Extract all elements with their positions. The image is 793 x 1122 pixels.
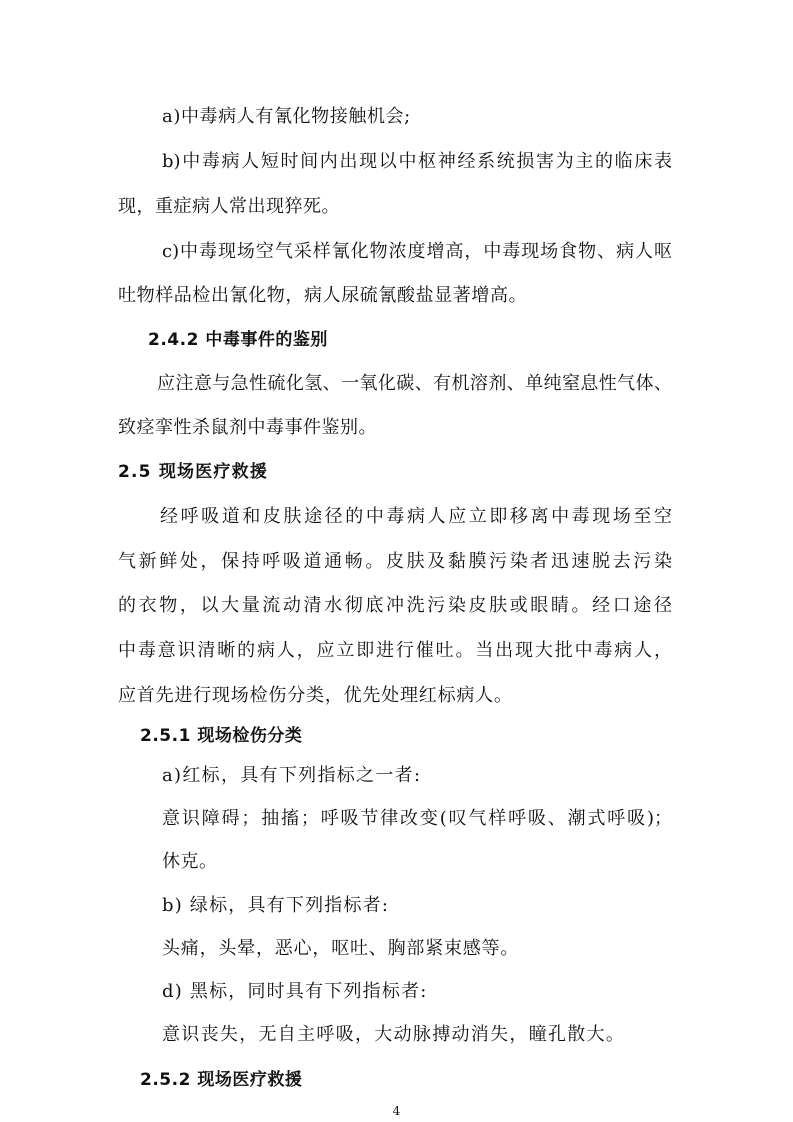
triage-red-label: a)红标，具有下列指标之一者: (162, 765, 422, 786)
criteria-item-b-line-2: 现，重症病人常出现猝死。 (118, 196, 340, 217)
triage-black-criteria: 意识丧失，无自主呼吸，大动脉搏动消失，瞳孔散大。 (162, 1024, 626, 1045)
differential-line-2: 致痉挛性杀鼠剂中毒事件鉴别。 (118, 417, 377, 438)
rescue-paragraph-line-2: 气新鲜处，保持呼吸道通畅。皮肤及黏膜污染者迅速脱去污染 (118, 551, 672, 572)
triage-green-criteria: 头痛，头晕，恶心，呕吐、胸部紧束感等。 (162, 938, 520, 959)
page-number: 4 (392, 1104, 401, 1118)
triage-black-label: d) 黑标，同时具有下列指标者: (162, 981, 428, 1002)
rescue-paragraph-line-4: 中毒意识清晰的病人，应立即进行催吐。当出现大批中毒病人， (118, 640, 672, 661)
criteria-item-c-line-1: c)中毒现场空气采样氰化物浓度增高，中毒现场食物、病人呕 (162, 241, 672, 262)
criteria-item-c-line-2: 吐物样品检出氰化物，病人尿硫氰酸盐显著增高。 (118, 285, 528, 306)
criteria-item-a: a)中毒病人有氰化物接触机会; (162, 106, 411, 127)
section-heading-2-4-2: 2.4.2 中毒事件的鉴别 (148, 330, 328, 350)
section-heading-2-5-2: 2.5.2 现场医疗救援 (140, 1070, 303, 1090)
triage-green-label: b) 绿标，具有下列指标者: (162, 895, 390, 916)
rescue-paragraph-line-1: 经呼吸道和皮肤途径的中毒病人应立即移离中毒现场至空 (160, 506, 672, 527)
triage-red-criteria-line-2: 休克。 (162, 851, 218, 872)
rescue-paragraph-line-5: 应首先进行现场检伤分类，优先处理红标病人。 (118, 685, 513, 706)
differential-line-1: 应注意与急性硫化氢、一氧化碳、有机溶剂、单纯窒息性气体、 (157, 373, 672, 394)
rescue-paragraph-line-3: 的衣物，以大量流动清水彻底冲洗污染皮肤或眼睛。经口途径 (118, 595, 672, 616)
criteria-item-b-line-1: b)中毒病人短时间内出现以中枢神经系统损害为主的临床表 (162, 151, 672, 172)
triage-red-criteria-line-1: 意识障碍；抽搐；呼吸节律改变(叹气样呼吸、潮式呼吸)； (162, 808, 672, 829)
section-heading-2-5-1: 2.5.1 现场检伤分类 (140, 726, 303, 746)
section-heading-2-5: 2.5 现场医疗救援 (118, 462, 269, 482)
